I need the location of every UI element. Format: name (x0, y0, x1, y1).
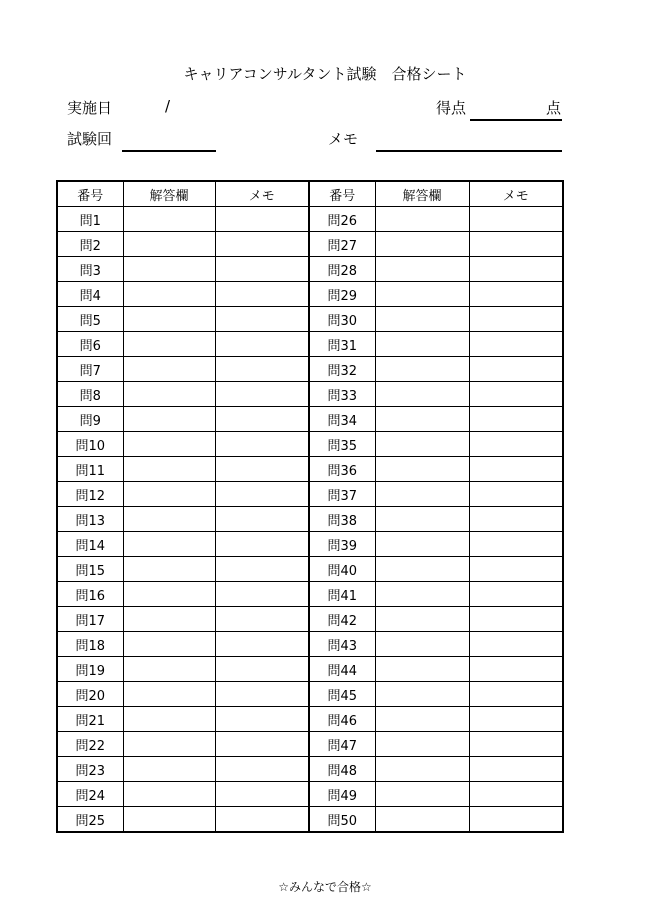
table-row (57, 757, 563, 782)
answer-cell[interactable] (375, 407, 469, 432)
table-row (57, 232, 563, 257)
memo-cell[interactable] (469, 232, 563, 257)
answer-cell[interactable] (123, 707, 215, 732)
memo-cell[interactable] (215, 307, 309, 332)
column-header-answer: 解答欄 (123, 181, 215, 207)
answer-cell[interactable] (375, 657, 469, 682)
table-row (57, 382, 563, 407)
table-row (57, 707, 563, 732)
memo-cell[interactable] (469, 657, 563, 682)
question-number: 問43 (309, 632, 375, 657)
memo-cell[interactable] (469, 532, 563, 557)
table-row (57, 782, 563, 807)
question-number: 問50 (309, 807, 375, 833)
question-number: 問44 (309, 657, 375, 682)
answer-cell[interactable] (375, 257, 469, 282)
question-number: 問5 (57, 307, 123, 332)
answer-cell[interactable] (123, 332, 215, 357)
memo-field-line[interactable] (376, 150, 562, 152)
memo-cell[interactable] (215, 732, 309, 757)
answer-cell[interactable] (375, 457, 469, 482)
answer-cell[interactable] (123, 232, 215, 257)
table-row (57, 257, 563, 282)
question-number: 問32 (309, 357, 375, 382)
date-separator: / (165, 97, 171, 115)
answer-cell[interactable] (375, 582, 469, 607)
table-row (57, 307, 563, 332)
memo-cell[interactable] (469, 707, 563, 732)
question-number: 問2 (57, 232, 123, 257)
memo-cell[interactable] (215, 207, 309, 232)
memo-cell[interactable] (215, 357, 309, 382)
memo-cell[interactable] (469, 407, 563, 432)
memo-cell[interactable] (215, 682, 309, 707)
question-number: 問26 (309, 207, 375, 232)
question-number: 問18 (57, 632, 123, 657)
answer-cell[interactable] (123, 307, 215, 332)
memo-cell[interactable] (215, 807, 309, 833)
round-label: 試験回 (67, 130, 113, 148)
table-header-row (57, 181, 563, 207)
question-number: 問36 (309, 457, 375, 482)
memo-cell[interactable] (215, 257, 309, 282)
memo-cell[interactable] (469, 582, 563, 607)
question-number: 問37 (309, 482, 375, 507)
answer-cell[interactable] (375, 332, 469, 357)
memo-cell[interactable] (469, 782, 563, 807)
memo-cell[interactable] (469, 357, 563, 382)
column-header-answer: 解答欄 (375, 181, 469, 207)
column-header-memo: メモ (215, 181, 309, 207)
question-number: 問46 (309, 707, 375, 732)
memo-cell[interactable] (469, 307, 563, 332)
footer-text: ☆みんなで合格☆ (278, 880, 372, 894)
table-row (57, 332, 563, 357)
table-row (57, 632, 563, 657)
answer-cell[interactable] (375, 232, 469, 257)
question-number: 問27 (309, 232, 375, 257)
table-row (57, 557, 563, 582)
question-number: 問31 (309, 332, 375, 357)
question-number: 問8 (57, 382, 123, 407)
memo-cell[interactable] (469, 482, 563, 507)
question-number: 問22 (57, 732, 123, 757)
round-field-line[interactable] (122, 150, 216, 152)
memo-cell[interactable] (215, 632, 309, 657)
score-unit: 点 (546, 99, 562, 117)
answer-cell[interactable] (375, 682, 469, 707)
answer-cell[interactable] (375, 432, 469, 457)
question-number: 問33 (309, 382, 375, 407)
memo-cell[interactable] (469, 607, 563, 632)
memo-cell[interactable] (469, 507, 563, 532)
question-number: 問20 (57, 682, 123, 707)
table-row (57, 507, 563, 532)
question-number: 問48 (309, 757, 375, 782)
question-number: 問40 (309, 557, 375, 582)
page-title: キャリアコンサルタント試験 合格シート (183, 65, 467, 83)
question-number: 問49 (309, 782, 375, 807)
answer-cell[interactable] (375, 307, 469, 332)
answer-cell[interactable] (123, 207, 215, 232)
memo-cell[interactable] (215, 407, 309, 432)
question-number: 問35 (309, 432, 375, 457)
answer-cell[interactable] (123, 807, 215, 833)
question-number: 問17 (57, 607, 123, 632)
question-number: 問28 (309, 257, 375, 282)
answer-cell[interactable] (375, 757, 469, 782)
table-row (57, 357, 563, 382)
table-row (57, 432, 563, 457)
answer-cell[interactable] (123, 282, 215, 307)
memo-cell[interactable] (469, 332, 563, 357)
answer-cell[interactable] (375, 482, 469, 507)
memo-cell[interactable] (215, 282, 309, 307)
question-number: 問25 (57, 807, 123, 833)
answer-cell[interactable] (123, 257, 215, 282)
answer-cell[interactable] (375, 732, 469, 757)
memo-cell[interactable] (215, 782, 309, 807)
question-number: 問29 (309, 282, 375, 307)
answer-cell[interactable] (123, 782, 215, 807)
score-label: 得点 (436, 99, 467, 117)
answer-cell[interactable] (375, 282, 469, 307)
answer-cell[interactable] (123, 682, 215, 707)
memo-cell[interactable] (215, 657, 309, 682)
memo-cell[interactable] (215, 332, 309, 357)
column-header-number: 番号 (309, 181, 375, 207)
answer-cell[interactable] (123, 557, 215, 582)
question-number: 問4 (57, 282, 123, 307)
score-field-line[interactable] (470, 119, 562, 121)
question-number: 問13 (57, 507, 123, 532)
question-number: 問21 (57, 707, 123, 732)
memo-cell[interactable] (469, 807, 563, 833)
memo-cell[interactable] (469, 207, 563, 232)
question-number: 問24 (57, 782, 123, 807)
table-row (57, 482, 563, 507)
question-number: 問34 (309, 407, 375, 432)
answer-cell[interactable] (123, 357, 215, 382)
table-row (57, 807, 563, 833)
memo-cell[interactable] (215, 757, 309, 782)
answer-cell[interactable] (123, 482, 215, 507)
memo-cell[interactable] (469, 457, 563, 482)
question-number: 問11 (57, 457, 123, 482)
question-number: 問41 (309, 582, 375, 607)
table-row (57, 207, 563, 232)
table-row (57, 732, 563, 757)
answer-cell[interactable] (123, 407, 215, 432)
question-number: 問7 (57, 357, 123, 382)
question-number: 問19 (57, 657, 123, 682)
memo-cell[interactable] (215, 582, 309, 607)
answer-cell[interactable] (123, 382, 215, 407)
question-number: 問38 (309, 507, 375, 532)
memo-cell[interactable] (215, 507, 309, 532)
table-row (57, 457, 563, 482)
question-number: 問39 (309, 532, 375, 557)
memo-cell[interactable] (215, 382, 309, 407)
table-row (57, 657, 563, 682)
answer-cell[interactable] (375, 357, 469, 382)
memo-cell[interactable] (469, 382, 563, 407)
answer-cell[interactable] (375, 807, 469, 833)
memo-cell[interactable] (469, 432, 563, 457)
question-number: 問6 (57, 332, 123, 357)
answer-cell[interactable] (375, 557, 469, 582)
memo-cell[interactable] (215, 457, 309, 482)
question-number: 問16 (57, 582, 123, 607)
table-row (57, 682, 563, 707)
memo-cell[interactable] (469, 682, 563, 707)
memo-cell[interactable] (215, 557, 309, 582)
date-label: 実施日 (67, 99, 113, 117)
answer-cell[interactable] (375, 532, 469, 557)
answer-cell[interactable] (123, 582, 215, 607)
question-number: 問14 (57, 532, 123, 557)
memo-cell[interactable] (215, 482, 309, 507)
answer-cell[interactable] (375, 607, 469, 632)
answer-cell[interactable] (375, 382, 469, 407)
question-number: 問23 (57, 757, 123, 782)
answer-cell[interactable] (375, 707, 469, 732)
answer-cell[interactable] (123, 507, 215, 532)
table-row (57, 282, 563, 307)
answer-cell[interactable] (123, 757, 215, 782)
answer-cell[interactable] (123, 607, 215, 632)
question-number: 問9 (57, 407, 123, 432)
answer-cell[interactable] (375, 632, 469, 657)
table-row (57, 407, 563, 432)
memo-cell[interactable] (469, 557, 563, 582)
answer-cell[interactable] (123, 732, 215, 757)
memo-cell[interactable] (215, 432, 309, 457)
memo-cell[interactable] (469, 282, 563, 307)
question-number: 問15 (57, 557, 123, 582)
column-header-memo: メモ (469, 181, 563, 207)
memo-cell[interactable] (215, 532, 309, 557)
answer-cell[interactable] (123, 657, 215, 682)
question-number: 問45 (309, 682, 375, 707)
table-row (57, 532, 563, 557)
question-number: 問10 (57, 432, 123, 457)
question-number: 問12 (57, 482, 123, 507)
column-header-number: 番号 (57, 181, 123, 207)
table-row (57, 607, 563, 632)
question-number: 問1 (57, 207, 123, 232)
question-number: 問47 (309, 732, 375, 757)
question-number: 問30 (309, 307, 375, 332)
answer-cell[interactable] (123, 457, 215, 482)
memo-cell[interactable] (215, 607, 309, 632)
memo-label: メモ (328, 130, 359, 148)
memo-cell[interactable] (215, 707, 309, 732)
answer-cell[interactable] (375, 207, 469, 232)
memo-cell[interactable] (469, 757, 563, 782)
table-row (57, 582, 563, 607)
memo-cell[interactable] (469, 632, 563, 657)
memo-cell[interactable] (215, 232, 309, 257)
answer-cell[interactable] (375, 507, 469, 532)
answer-cell[interactable] (123, 532, 215, 557)
answer-sheet-table (56, 180, 564, 833)
answer-cell[interactable] (123, 632, 215, 657)
memo-cell[interactable] (469, 257, 563, 282)
answer-cell[interactable] (123, 432, 215, 457)
answer-cell[interactable] (375, 782, 469, 807)
question-number: 問42 (309, 607, 375, 632)
memo-cell[interactable] (469, 732, 563, 757)
question-number: 問3 (57, 257, 123, 282)
